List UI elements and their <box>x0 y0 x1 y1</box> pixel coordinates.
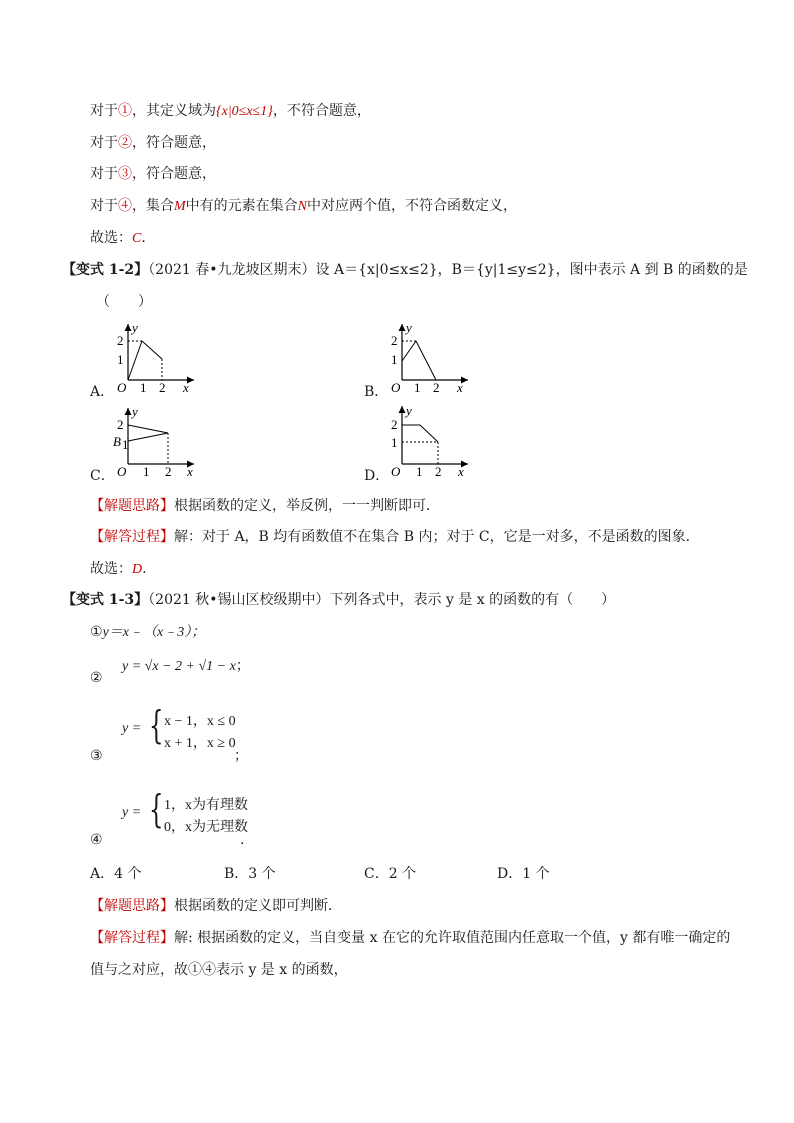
answer-value: C <box>132 231 142 246</box>
text: . <box>141 230 146 246</box>
item-3-number: ③ <box>90 748 103 764</box>
answer-value: D <box>132 562 143 577</box>
answer-line <box>90 228 146 249</box>
item-3-end: ； <box>234 748 248 764</box>
circled-number: ② <box>118 135 132 151</box>
y-label: y <box>406 403 412 418</box>
tick-2: 2 <box>435 464 442 478</box>
text: 解：对于 A，B 均有函数值不在集合 B 内；对于 C，它是一对多，不是函数的图象． <box>174 529 700 545</box>
text: 故选： <box>90 230 132 246</box>
item-2-number: ② <box>90 670 103 686</box>
y-label: y <box>406 320 412 335</box>
tick-1: 1 <box>117 352 124 367</box>
tick-1: 1 <box>143 464 150 478</box>
option-a-label: A． <box>90 384 115 400</box>
origin-label: O <box>117 464 127 478</box>
left-brace: { <box>149 703 164 747</box>
circled-number: ① <box>90 624 103 640</box>
solution-line-4 <box>90 196 517 217</box>
x-label: x <box>457 380 463 394</box>
item-3-case-2: x + 1，x ≥ 0 <box>164 736 236 751</box>
origin-label: O <box>117 380 127 394</box>
text: 根据函数的定义即可判断． <box>174 898 342 914</box>
y-label: y <box>132 404 138 419</box>
question-1-2-stem <box>62 260 748 280</box>
item-3-case-1: x − 1，x ≤ 0 <box>164 714 236 729</box>
tick-1: 1 <box>122 437 129 452</box>
text: ； <box>235 659 250 674</box>
text: ，符合题意， <box>132 166 216 182</box>
solution-idea <box>90 896 342 916</box>
item-4-lhs: y = <box>122 805 142 820</box>
y-arrow <box>399 406 406 413</box>
text: ，不符合题意， <box>272 103 371 119</box>
section-tag: 【解答过程】 <box>90 529 174 545</box>
solution-process-cont: 值与之对应，故①④表示 y 是 x 的函数， <box>90 962 348 978</box>
circled-number: ④ <box>118 198 132 214</box>
question-source: （2021 春•九龙坡区期末） <box>148 262 316 278</box>
y-arrow <box>399 324 406 331</box>
option-b-label: B． <box>364 384 389 400</box>
set-notation: {x|0≤x≤1} <box>216 104 273 119</box>
tick-2: 2 <box>117 417 124 432</box>
item-2-formula <box>122 655 250 675</box>
text: 对于 <box>90 166 118 182</box>
formula: y = √x − 2 + √1 − x <box>122 659 236 674</box>
section-tag: 【解答过程】 <box>90 930 174 946</box>
tick-2: 2 <box>165 464 172 478</box>
solution-line-3 <box>90 164 216 184</box>
tick-2: 2 <box>433 380 440 394</box>
question-1-3-stem <box>62 590 615 610</box>
tick-1: 1 <box>140 380 147 394</box>
text: 中有的元素在集合 <box>185 198 298 214</box>
segment <box>128 341 142 380</box>
segment <box>416 341 436 380</box>
circled-number: ③ <box>118 166 132 182</box>
formula: y＝x﹣（x﹣3）； <box>102 625 206 640</box>
question-tag: 【变式 1-2】 <box>62 262 149 278</box>
item-3-lhs: y = <box>122 721 142 736</box>
text: . <box>142 561 147 577</box>
point-b-label: B <box>113 434 121 449</box>
answer-line <box>90 559 147 580</box>
x-label: x <box>183 380 189 394</box>
segment <box>420 425 438 442</box>
text: 对于 <box>90 198 118 214</box>
text: 解: 根据函数的定义，当自变量 x 在它的允许取值范围内任意取一个值，y 都有唯一确定的 <box>174 930 731 946</box>
solution-process <box>90 527 700 547</box>
text: 中对应两个值，不符合函数定义， <box>307 198 518 214</box>
tick-2: 2 <box>159 380 166 394</box>
solution-idea <box>90 496 440 516</box>
tick-1: 1 <box>391 352 398 367</box>
item-4-number: ④ <box>90 832 103 848</box>
question-text: 设 A＝{x|0≤x≤2}，B＝{y|1≤y≤2}，图中表示 A 到 B 的函数的是 <box>315 262 748 278</box>
tick-1: 1 <box>416 464 423 478</box>
segment <box>128 433 168 441</box>
choice-d: D．1 个 <box>497 866 550 882</box>
item-4-case-2: 0，x为无理数 <box>164 820 248 835</box>
answer-paren: （ ） <box>96 294 152 310</box>
tick-2: 2 <box>391 417 398 432</box>
x-label: x <box>187 464 193 478</box>
graph-c <box>110 404 200 478</box>
text: ，符合题意， <box>132 135 216 151</box>
text: 对于 <box>90 135 118 151</box>
set-m: M <box>174 199 186 214</box>
solution-process <box>90 928 730 948</box>
text: ，集合 <box>132 198 174 214</box>
segment <box>142 341 162 359</box>
segment <box>402 341 416 361</box>
text: 根据函数的定义，举反例，一一判断即可． <box>174 498 440 514</box>
solution-line-1 <box>90 101 371 122</box>
option-d-label: D． <box>364 468 390 484</box>
option-c-label: C． <box>90 468 115 484</box>
choice-b: B．3 个 <box>224 866 276 882</box>
segment <box>128 425 168 433</box>
choice-a: A．4 个 <box>90 866 142 882</box>
choice-c: C．2 个 <box>364 866 417 882</box>
tick-1: 1 <box>414 380 421 394</box>
question-source: （2021 秋•锡山区校级期中） <box>148 592 330 608</box>
origin-label: O <box>391 464 401 478</box>
tick-1: 1 <box>391 435 398 450</box>
section-tag: 【解题思路】 <box>90 498 174 514</box>
question-text: 下列各式中，表示 y 是 x 的函数的有（ ） <box>329 592 616 608</box>
tick-2: 2 <box>391 333 398 348</box>
text: ，其定义域为 <box>132 103 216 119</box>
item-4-case-1: 1，x为有理数 <box>164 798 248 813</box>
item-4-end: . <box>240 832 245 848</box>
left-brace: { <box>149 787 164 831</box>
y-label: y <box>132 320 138 335</box>
x-label: x <box>458 464 464 478</box>
y-arrow <box>125 408 132 415</box>
text: 对于 <box>90 103 118 119</box>
origin-label: O <box>391 380 401 394</box>
graph-d <box>384 402 474 478</box>
section-tag: 【解题思路】 <box>90 898 174 914</box>
text: 故选： <box>90 561 132 577</box>
tick-2: 2 <box>117 333 124 348</box>
item-1 <box>90 622 205 643</box>
question-tag: 【变式 1-3】 <box>62 592 149 608</box>
graph-a <box>110 318 200 394</box>
graph-b <box>384 318 474 394</box>
y-arrow <box>125 324 132 331</box>
circled-number: ① <box>118 103 132 119</box>
set-n: N <box>297 199 308 214</box>
solution-line-2 <box>90 133 216 153</box>
